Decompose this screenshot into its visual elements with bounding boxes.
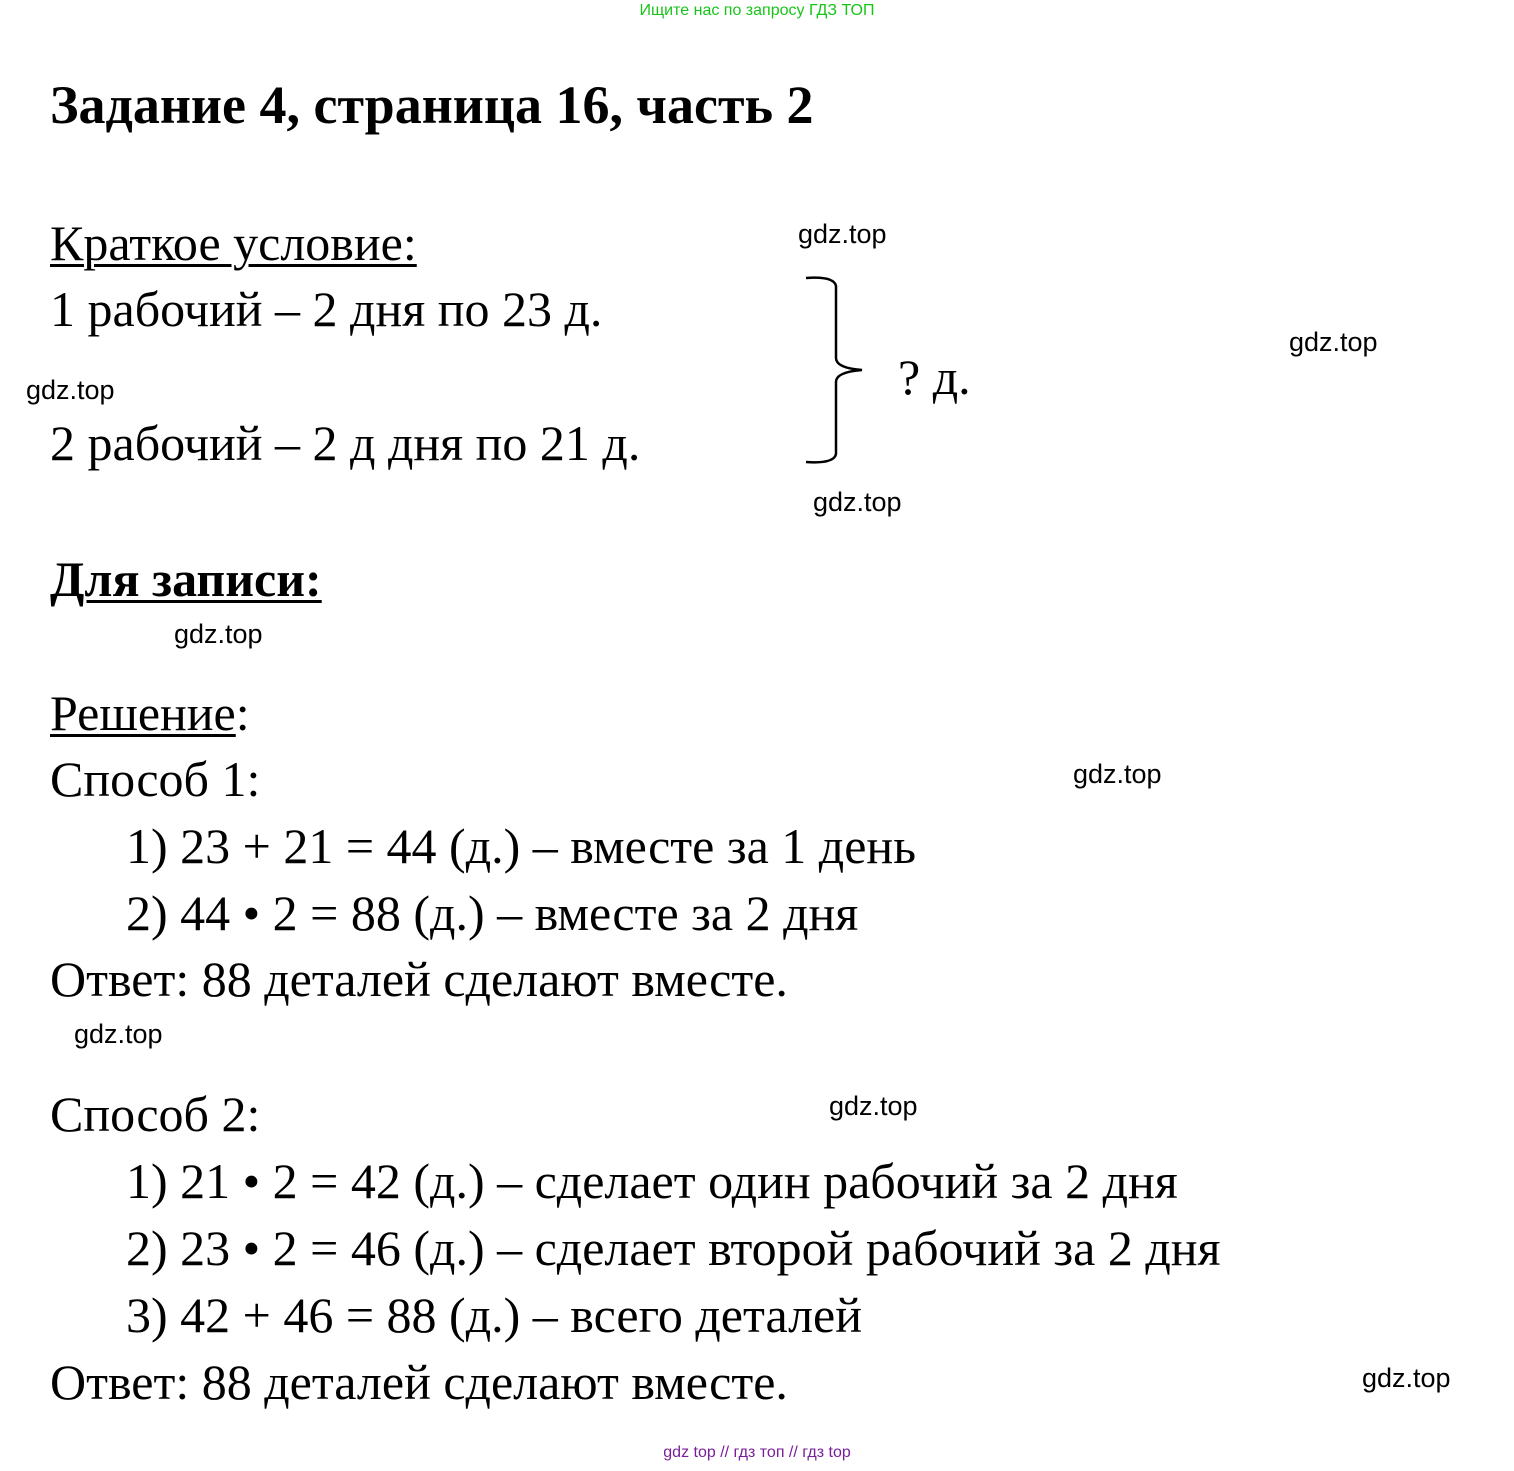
record-heading: Для записи: bbox=[50, 551, 322, 607]
footer-links: gdz top // гдз топ // гдз top bbox=[663, 1444, 851, 1461]
watermark: gdz.top bbox=[174, 619, 263, 649]
watermark: gdz.top bbox=[26, 375, 115, 405]
curly-brace-icon bbox=[800, 272, 880, 472]
condition-line-2: 2 рабочий – 2 д дня по 21 д. bbox=[50, 415, 641, 471]
watermark: gdz.top bbox=[1289, 327, 1378, 357]
page-title: Задание 4, страница 16, часть 2 bbox=[50, 75, 814, 135]
solution-heading bbox=[50, 684, 250, 742]
condition-line-1: 1 рабочий – 2 дня по 23 д. bbox=[50, 281, 603, 337]
watermark: gdz.top bbox=[74, 1019, 163, 1049]
method-2-answer: Ответ: 88 деталей сделают вместе. bbox=[50, 1354, 788, 1410]
solution-heading-text: Решение bbox=[50, 685, 236, 741]
method-1-step-1: 1) 23 + 21 = 44 (д.) – вместе за 1 день bbox=[126, 818, 916, 874]
watermark: gdz.top bbox=[829, 1091, 918, 1121]
method-1-title: Способ 1: bbox=[50, 751, 261, 807]
method-2-title: Способ 2: bbox=[50, 1086, 261, 1142]
method-1-answer: Ответ: 88 деталей сделают вместе. bbox=[50, 951, 788, 1007]
method-2-step-1: 1) 21 • 2 = 42 (д.) – сделает один рабочий за 2 дня bbox=[126, 1153, 1178, 1209]
watermark: gdz.top bbox=[1362, 1363, 1451, 1393]
solution-heading-colon: : bbox=[235, 685, 250, 741]
method-2-step-3: 3) 42 + 46 = 88 (д.) – всего деталей bbox=[126, 1287, 862, 1343]
watermark: gdz.top bbox=[813, 487, 902, 517]
method-1-step-2: 2) 44 • 2 = 88 (д.) – вместе за 2 дня bbox=[126, 885, 859, 941]
condition-heading: Краткое условие: bbox=[50, 215, 417, 271]
method-2-step-2: 2) 23 • 2 = 46 (д.) – сделает второй рабочий за 2 дня bbox=[126, 1220, 1221, 1276]
condition-question: ? д. bbox=[898, 349, 971, 405]
watermark: gdz.top bbox=[798, 219, 887, 249]
top-banner: Ищите нас по запросу ГДЗ ТОП bbox=[639, 2, 875, 19]
watermark: gdz.top bbox=[1073, 759, 1162, 789]
